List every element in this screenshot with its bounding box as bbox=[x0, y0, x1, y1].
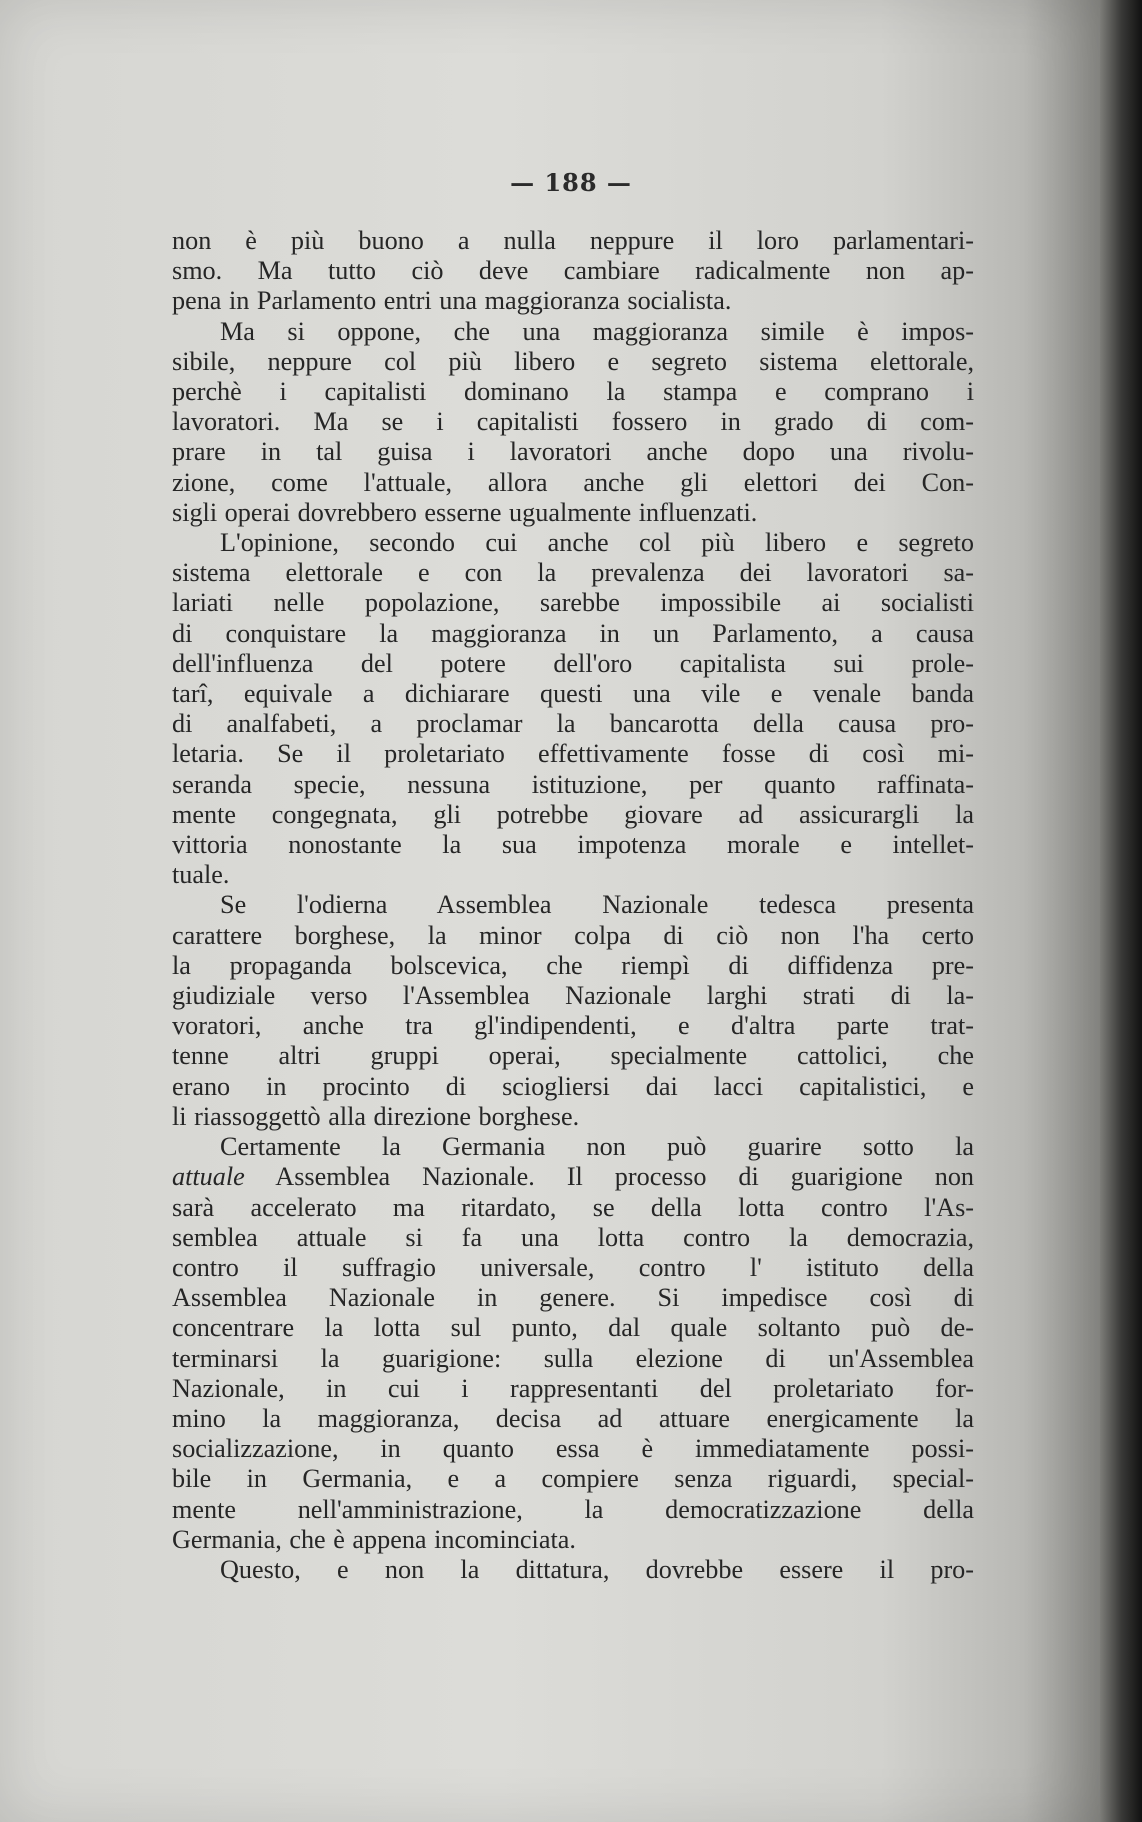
text-line: vittoria nonostante la sua impotenza morale e intellet- bbox=[172, 830, 974, 860]
text-line: contro il suffragio universale, contro l' istituto della bbox=[172, 1252, 974, 1282]
text-line: Se l'odierna Assemblea Nazionale tedesca presenta bbox=[220, 890, 974, 920]
italic-word: attuale bbox=[172, 1162, 245, 1192]
text-line: sigli operai dovrebbero esserne ugualmente influenzati. bbox=[172, 497, 758, 527]
text-line: perchè i capitalisti dominano la stampa e comprano i bbox=[172, 377, 974, 407]
text-line: smo. Ma tutto ciò deve cambiare radicalmente non ap- bbox=[172, 256, 974, 286]
text-line: non è più buono a nulla neppure il loro parlamentari- bbox=[172, 226, 974, 255]
text-line: mente nell'amministrazione, la democratizzazione della bbox=[172, 1494, 974, 1524]
text-line: bile in Germania, e a compiere senza riguardi, special- bbox=[172, 1464, 974, 1494]
text-line: Certamente la Germania non può guarire sotto la bbox=[220, 1132, 974, 1162]
body-text bbox=[172, 226, 974, 1585]
paragraph bbox=[172, 226, 974, 317]
text-line: sistema elettorale e con la prevalenza dei lavoratori sa- bbox=[172, 558, 974, 588]
text-line: giudiziale verso l'Assemblea Nazionale larghi strati di la- bbox=[172, 981, 974, 1011]
paragraph bbox=[172, 890, 974, 1132]
text-line: mente congegnata, gli potrebbe giovare ad assicurargli la bbox=[172, 799, 974, 829]
paragraph bbox=[172, 528, 974, 890]
text-line: terminarsi la guarigione: sulla elezione di un'Assemblea bbox=[172, 1343, 974, 1373]
text-line-with-italic bbox=[172, 1162, 974, 1192]
text-fragment: Assemblea Nazionale. Il processo di guarigione non bbox=[275, 1162, 974, 1192]
text-line: tarî, equivale a dichiarare questi una vile e venale banda bbox=[172, 679, 974, 709]
text-line: mino la maggioranza, decisa ad attuare energicamente la bbox=[172, 1403, 974, 1433]
text-line: lavoratori. Ma se i capitalisti fossero in grado di com- bbox=[172, 407, 974, 437]
text-line: socializzazione, in quanto essa è immediatamente possi- bbox=[172, 1434, 974, 1464]
paragraph bbox=[172, 1132, 974, 1555]
text-line: tuale. bbox=[172, 860, 230, 890]
text-line: Nazionale, in cui i rappresentanti del proletariato for- bbox=[172, 1373, 974, 1403]
paragraph bbox=[172, 317, 974, 528]
text-line: la propaganda bolscevica, che riempì di diffidenza pre- bbox=[172, 950, 974, 980]
text-line: prare in tal guisa i lavoratori anche dopo una rivolu- bbox=[172, 437, 974, 467]
text-line: sibile, neppure col più libero e segreto sistema elettorale, bbox=[172, 346, 974, 376]
text-line: semblea attuale si fa una lotta contro la democrazia, bbox=[172, 1222, 974, 1252]
paragraph bbox=[172, 1555, 974, 1585]
text-line: tenne altri gruppi operai, specialmente cattolici, che bbox=[172, 1041, 974, 1071]
text-line: li riassoggettò alla direzione borghese. bbox=[172, 1101, 580, 1131]
text-line: L'opinione, secondo cui anche col più libero e segreto bbox=[220, 528, 974, 558]
text-line: Questo, e non la dittatura, dovrebbe essere il pro- bbox=[220, 1554, 974, 1584]
text-line: lariati nelle popolazione, sarebbe impossibile ai socialisti bbox=[172, 588, 974, 618]
text-line: sarà accelerato ma ritardato, se della lotta contro l'As- bbox=[172, 1192, 974, 1222]
text-line: di conquistare la maggioranza in un Parlamento, a causa bbox=[172, 618, 974, 648]
text-line: Assemblea Nazionale in genere. Si impedisce così di bbox=[172, 1283, 974, 1313]
page-number: — 188 — bbox=[510, 168, 632, 197]
text-line: erano in procinto di sciogliersi dai lacci capitalistici, e bbox=[172, 1071, 974, 1101]
text-line: dell'influenza del potere dell'oro capitalista sui prole- bbox=[172, 648, 974, 678]
text-line: Ma si oppone, che una maggioranza simile è impos- bbox=[220, 316, 974, 346]
text-line: carattere borghese, la minor colpa di ciò non l'ha certo bbox=[172, 920, 974, 950]
text-line: concentrare la lotta sul punto, dal quale soltanto può de- bbox=[172, 1313, 974, 1343]
text-line: seranda specie, nessuna istituzione, per quanto raffinata- bbox=[172, 769, 974, 799]
text-line: zione, come l'attuale, allora anche gli elettori dei Con- bbox=[172, 467, 974, 497]
text-line: letaria. Se il proletariato effettivamente fosse di così mi- bbox=[172, 739, 974, 769]
text-line: Germania, che è appena incominciata. bbox=[172, 1524, 576, 1554]
text-line: voratori, anche tra gl'indipendenti, e d'altra parte trat- bbox=[172, 1011, 974, 1041]
book-spine-shadow bbox=[1100, 0, 1142, 1822]
text-line: pena in Parlamento entri una maggioranza socialista. bbox=[172, 286, 732, 316]
text-line: di analfabeti, a proclamar la bancarotta della causa pro- bbox=[172, 709, 974, 739]
